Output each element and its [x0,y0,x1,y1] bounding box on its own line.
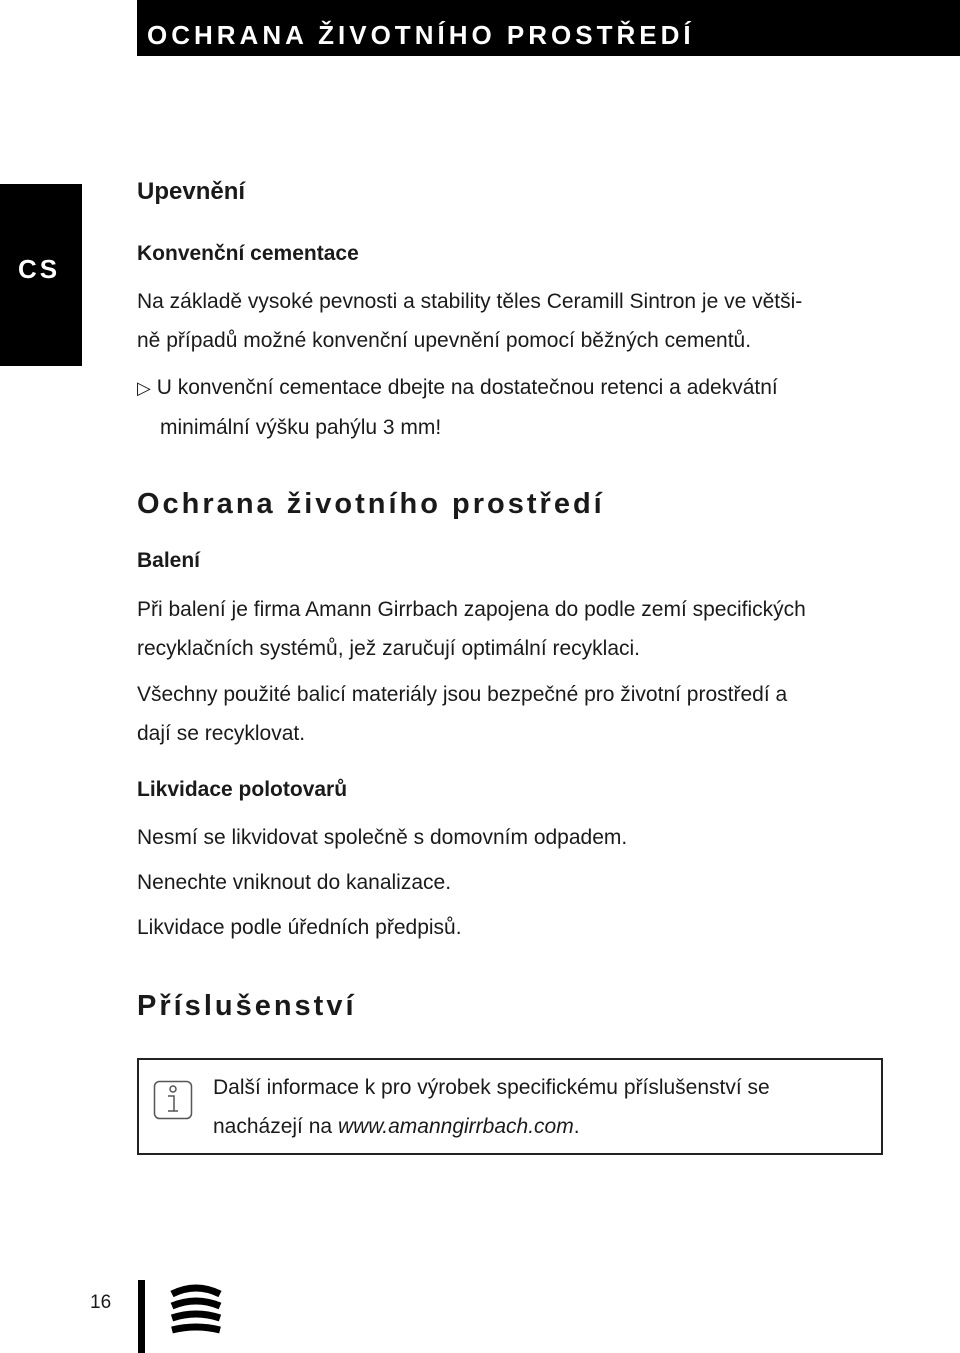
paragraph-line: ně případů možné konvenční upevnění pomocí běžných cementů. [137,329,752,352]
info-text-prefix: nacházejí na [213,1115,338,1138]
paragraph-cementace [137,282,897,360]
heading-upevneni: Upevnění [137,178,246,205]
bullet-text-line1: U konvenční cementace dbejte na dostatečnou retenci a adekvátní [156,376,778,399]
heading-ochrana: Ochrana životního prostředí [137,488,605,520]
language-tab [0,184,82,366]
paragraph-line: Nenechte vniknout do kanalizace. [137,871,452,894]
paragraph-likvidace [137,818,897,947]
info-box [137,1058,883,1155]
bullet-triangle-icon: ▷ [137,378,151,398]
bullet-item [137,368,897,447]
footer-divider [138,1280,145,1353]
subheading-baleni: Balení [137,549,201,572]
paragraph-line: recyklačních systémů, jež zaručují optimální recyklaci. [137,637,641,660]
page-number: 16 [90,1292,112,1313]
paragraph-line: Likvidace podle úředních předpisů. [137,916,462,939]
info-text-line1: Další informace k pro výrobek specifickému příslušenství se [213,1076,770,1099]
paragraph-line: Všechny použité balicí materiály jsou bezpečné pro životní prostředí a [137,683,788,706]
info-text-line2 [213,1107,873,1146]
paragraph-line: Při balení je firma Amann Girrbach zapojena do podle zemí specifických [137,598,806,621]
amann-girrbach-logo-icon [170,1284,222,1334]
subheading-likvidace: Likvidace polotovarů [137,778,348,801]
info-text [213,1068,873,1146]
bullet-text-line2: minimální výšku pahýlu 3 mm! [160,416,442,439]
header-bar [137,0,960,56]
subheading-cementace: Konvenční cementace [137,242,359,265]
website-link[interactable]: www.amanngirrbach.com [337,1115,574,1138]
header-title: OCHRANA ŽIVOTNÍHO PROSTŘEDÍ [147,20,695,50]
info-text-suffix: . [573,1115,580,1138]
language-code: CS [18,254,61,284]
paragraph-line: Nesmí se likvidovat společně s domovním odpadem. [137,826,628,849]
paragraph-line: dají se recyklovat. [137,722,306,745]
paragraph-baleni [137,590,917,753]
paragraph-line: Na základě vysoké pevnosti a stability těles Ceramill Sintron je ve větši- [137,290,803,313]
heading-prislusenstvi: Příslušenství [137,990,357,1022]
info-icon [153,1080,193,1120]
